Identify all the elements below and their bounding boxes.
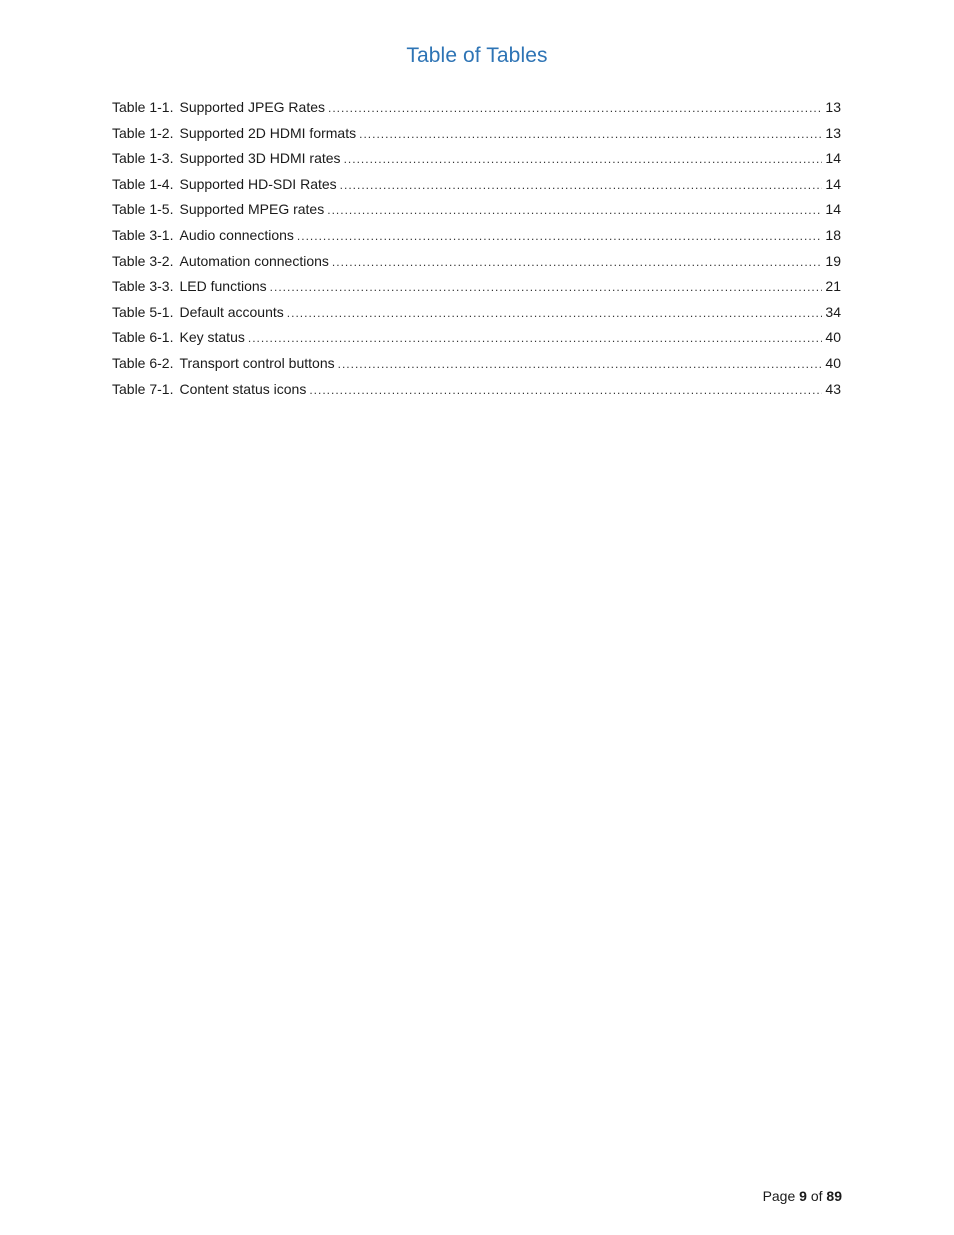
dot-leader xyxy=(270,276,823,298)
toc-entry[interactable] xyxy=(112,352,841,378)
toc-entry-number: Table 6-2. xyxy=(112,354,174,371)
dot-leader xyxy=(287,302,823,324)
dot-leader xyxy=(332,251,823,273)
dot-leader xyxy=(340,174,823,196)
toc-entry[interactable] xyxy=(112,224,841,250)
dot-leader xyxy=(344,148,823,170)
toc-entry-label: Supported 3D HDMI rates xyxy=(179,150,341,167)
toc-entry-label: Default accounts xyxy=(179,303,284,320)
toc-entry-number: Table 1-3. xyxy=(112,150,174,167)
dot-leader xyxy=(297,225,823,247)
toc-entry[interactable] xyxy=(112,250,841,276)
footer-page-prefix: Page xyxy=(762,1188,796,1204)
dot-leader xyxy=(309,379,822,401)
toc-entry-number: Table 1-1. xyxy=(112,99,174,115)
toc-entry-label: Supported MPEG rates xyxy=(179,201,325,218)
toc-entry-number: Table 3-3. xyxy=(112,278,174,295)
toc-entry-page: 14 xyxy=(825,175,841,192)
toc-entry[interactable] xyxy=(112,275,841,301)
footer-of: of xyxy=(810,1188,823,1204)
toc-entry-number: Table 1-4. xyxy=(112,175,174,192)
toc-entry-number: Table 3-1. xyxy=(112,226,174,243)
toc-entry[interactable] xyxy=(112,173,841,199)
dot-leader xyxy=(327,199,822,221)
table-of-tables-list xyxy=(112,96,841,403)
toc-entry-number: Table 5-1. xyxy=(112,303,174,320)
toc-entry-label: LED functions xyxy=(179,278,267,295)
toc-entry-page: 43 xyxy=(825,380,841,397)
toc-entry-page: 34 xyxy=(825,303,841,320)
toc-entry-page: 14 xyxy=(825,150,841,167)
toc-entry-page: 40 xyxy=(825,354,841,371)
toc-entry-page: 19 xyxy=(825,252,841,269)
toc-entry[interactable] xyxy=(112,301,841,327)
dot-leader xyxy=(248,327,823,349)
toc-entry[interactable] xyxy=(112,378,841,404)
toc-entry-page: 13 xyxy=(825,124,841,141)
toc-entry-page: 14 xyxy=(825,201,841,218)
toc-entry-label: Supported 2D HDMI formats xyxy=(179,124,357,141)
toc-entry-label: Audio connections xyxy=(179,226,294,243)
toc-entry-label: Key status xyxy=(179,329,245,346)
toc-entry-label: Supported JPEG Rates xyxy=(179,99,326,115)
toc-entry[interactable] xyxy=(112,122,841,148)
toc-entry-page: 13 xyxy=(825,99,841,115)
dot-leader xyxy=(359,123,822,145)
toc-entry-number: Table 3-2. xyxy=(112,252,174,269)
toc-entry-label: Transport control buttons xyxy=(179,354,335,371)
toc-entry-number: Table 1-5. xyxy=(112,201,174,218)
toc-entry-page: 40 xyxy=(825,329,841,346)
toc-entry[interactable] xyxy=(112,198,841,224)
toc-entry-label: Automation connections xyxy=(179,252,329,269)
footer-total-pages: 89 xyxy=(826,1188,842,1204)
toc-entry[interactable] xyxy=(112,326,841,352)
toc-entry-page: 18 xyxy=(825,226,841,243)
toc-entry-number: Table 6-1. xyxy=(112,329,174,346)
toc-entry[interactable] xyxy=(112,96,841,122)
toc-entry-label: Content status icons xyxy=(179,380,307,397)
toc-entry-label: Supported HD-SDI Rates xyxy=(179,175,337,192)
page-title: Table of Tables xyxy=(406,44,548,67)
dot-leader xyxy=(328,97,822,119)
toc-entry-page: 21 xyxy=(825,278,841,295)
toc-entry-number: Table 1-2. xyxy=(112,124,174,141)
toc-entry-number: Table 7-1. xyxy=(112,380,174,397)
page-footer xyxy=(763,1186,842,1206)
footer-current-page: 9 xyxy=(799,1188,807,1204)
dot-leader xyxy=(338,353,823,375)
toc-entry[interactable] xyxy=(112,147,841,173)
